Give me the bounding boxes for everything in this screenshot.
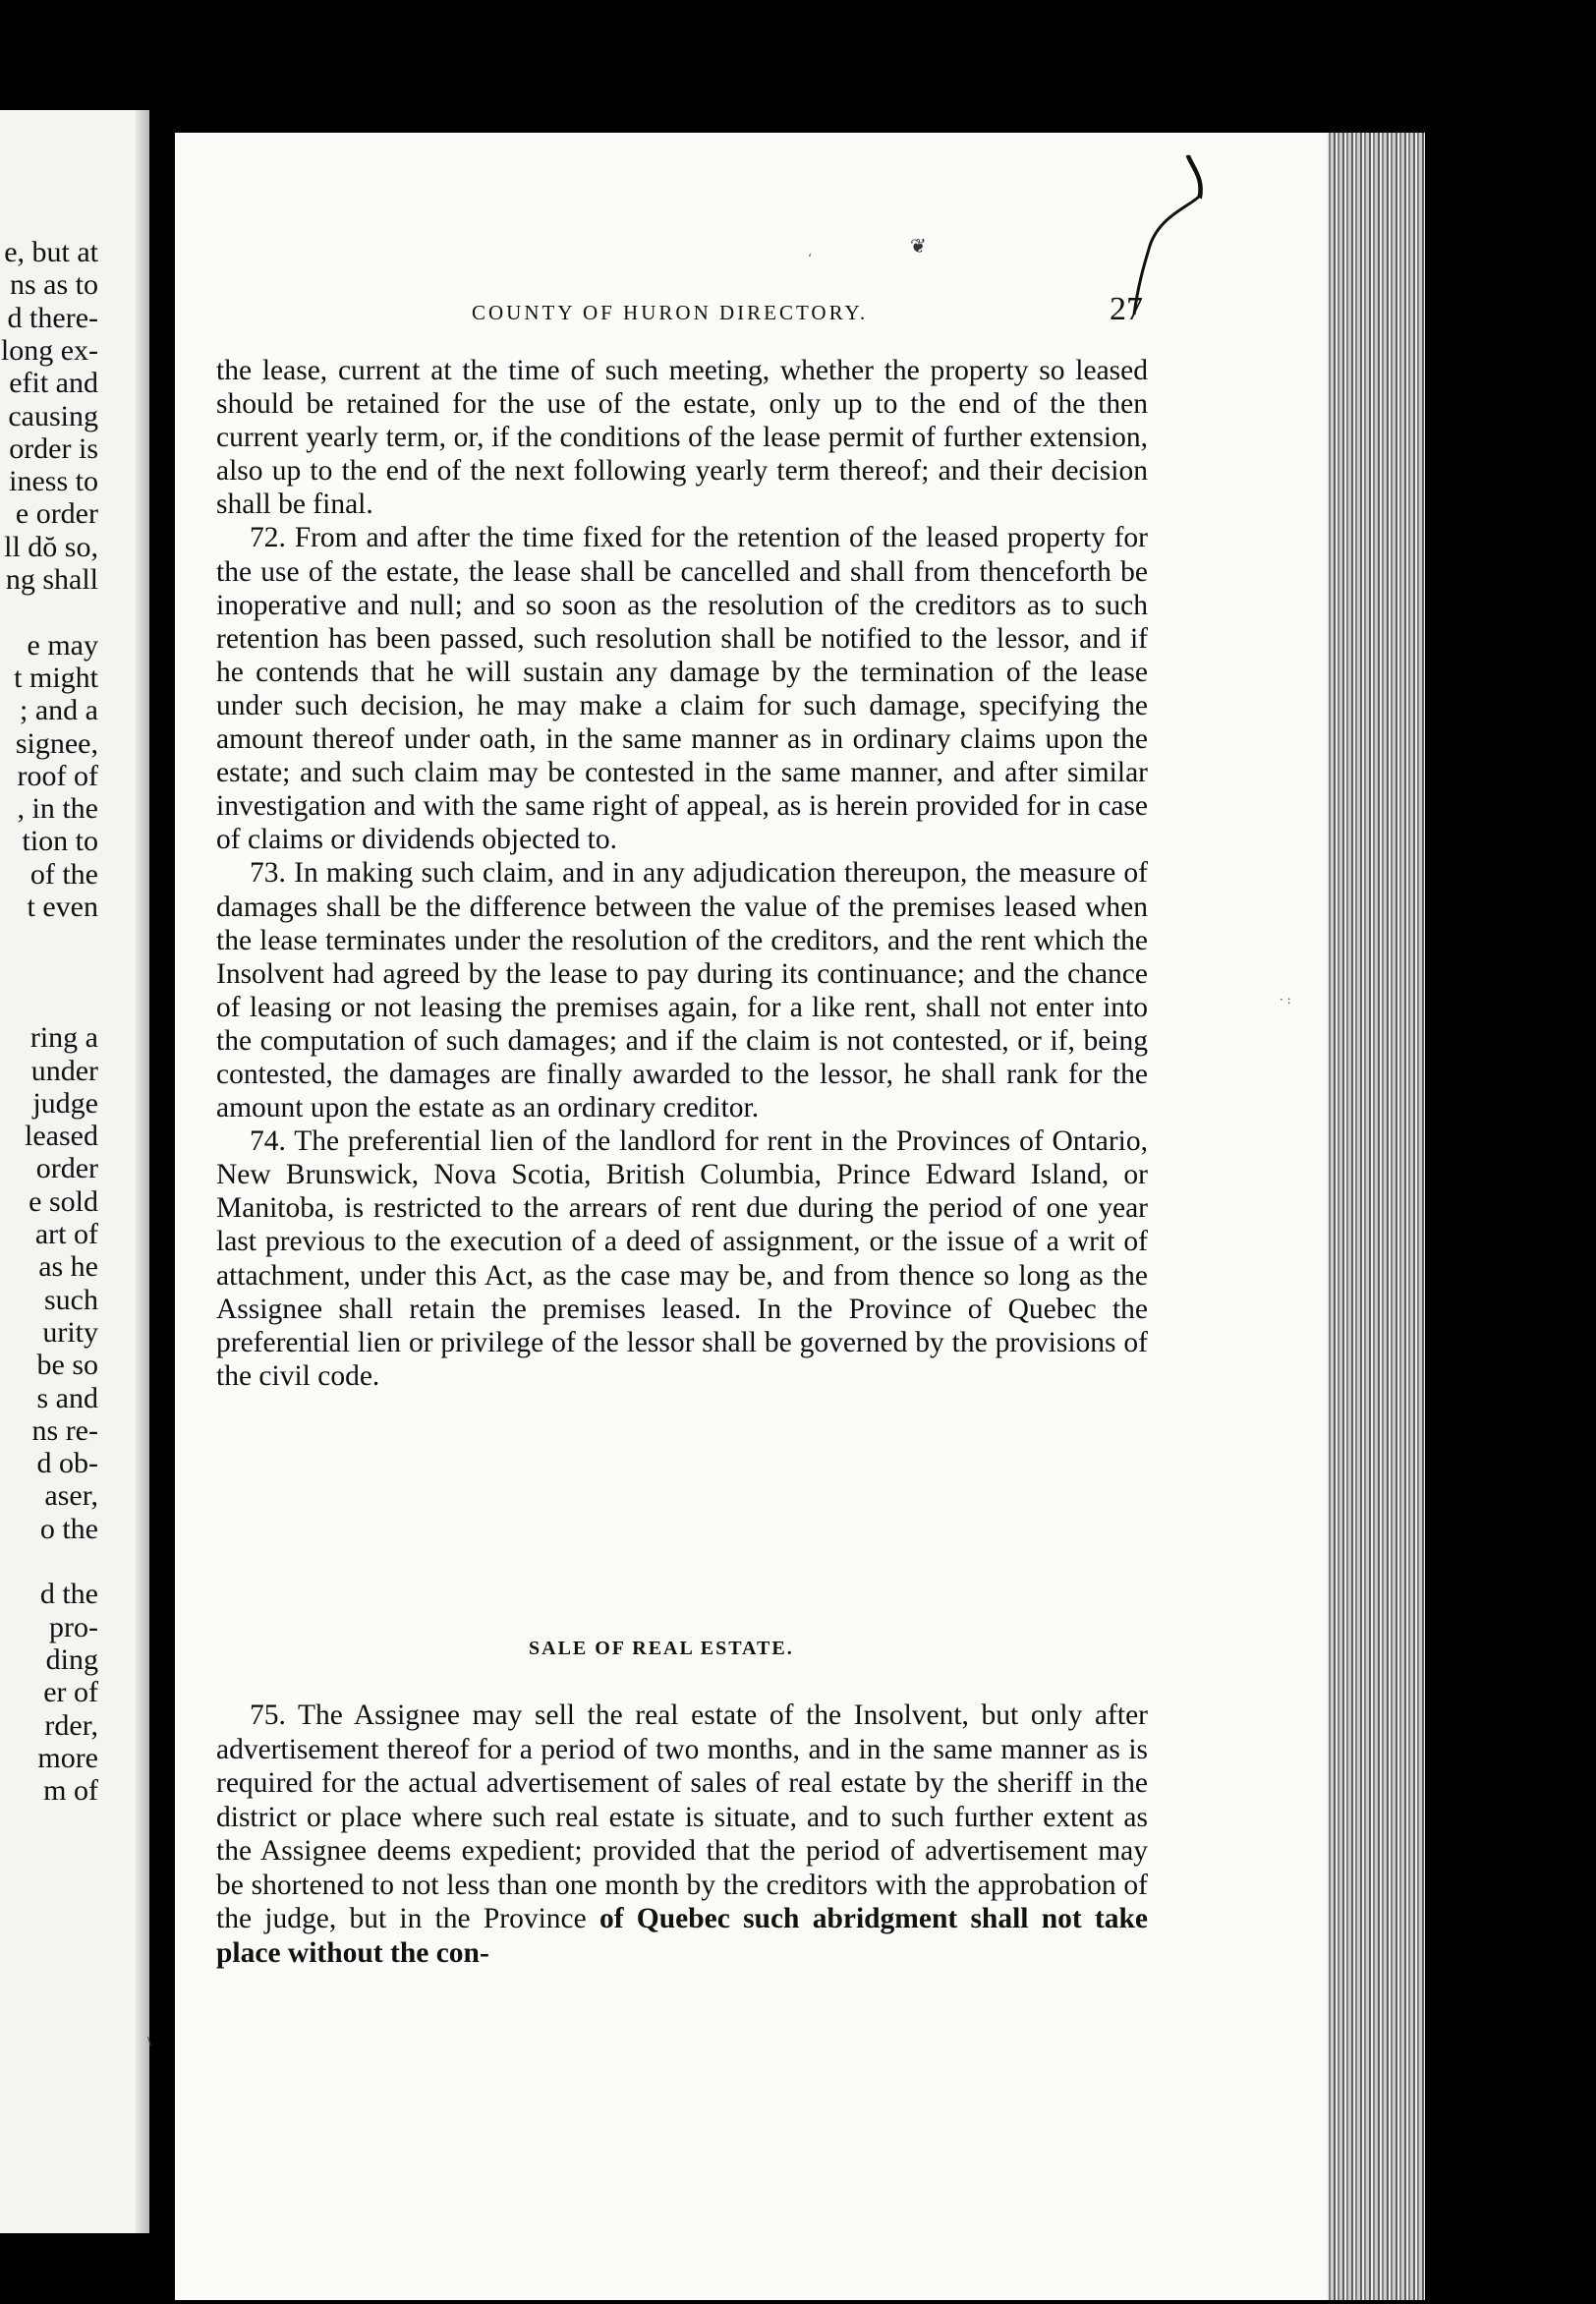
pencil-tick-icon: \ [147,2035,152,2048]
left-page-line: iness to [9,465,98,498]
left-page-line: m of [43,1774,98,1808]
left-page-line: leased [25,1120,98,1153]
running-header: COUNTY OF HURON DIRECTORY. [472,301,869,324]
left-page-line: ng shall [5,563,98,596]
left-page-line: efit and [9,367,98,400]
left-page-line: ding [45,1642,98,1676]
left-page-line: pro- [49,1610,98,1643]
section-text [216,1699,1148,1970]
left-page-line: d there- [7,301,98,334]
left-page-line: ns re- [31,1413,98,1447]
left-page-line: d the [39,1578,98,1611]
left-page-line: ll dŏ so, [4,530,98,563]
ink-mark-icon: ❦ [910,234,927,258]
page-number: 27 [1110,291,1143,327]
left-page-line: art of [34,1218,98,1250]
left-page-line: tion to [22,825,98,858]
left-page-line: ns as to [10,268,98,302]
left-page-line: ; and a [20,694,98,727]
paragraph-75 [216,1699,1148,1970]
left-page-line: o the [39,1512,98,1545]
left-page-line: d ob- [36,1447,98,1480]
left-page-gutter [136,110,152,2233]
left-page-line: urity [42,1315,98,1349]
left-page-line: of the [29,857,98,891]
paragraph-74: 74. The preferential lien of the landlord for rent in the Provinces of Ontario, New Brunswick, Nova Scotia, British Columbia, Prince Edward Island, or Manitoba, is restricted to the arrears of rent due during the period of one year last previous to the execution of a deed of assignment, or the issue of a writ of attachment, under this Act, as the case may be, and from thence so long as the Assignee shall retain the premises leased. In the Province of Quebec the preferential lien or privilege of the lessor shall be governed by the provisions of the civil code. [216,1125,1148,1392]
left-page-line: s and [36,1381,98,1414]
left-page-line: as he [38,1250,98,1284]
left-page-line: aser, [44,1479,98,1513]
left-page-line: e order [15,497,98,531]
left-page-line: causing [8,399,98,432]
section-heading: SALE OF REAL ESTATE. [529,1638,794,1659]
left-page-line: e may [27,628,98,662]
left-page-line: order is [9,432,98,465]
left-page-line: er of [43,1676,98,1709]
left-page-line: order [35,1152,98,1185]
left-page-line: e, but at [4,236,98,268]
left-facing-page [0,110,152,2233]
paragraph-75-last-line: of Quebec such abridgment shall not take place without the con- [216,1903,1149,1969]
left-page-line: more [37,1741,98,1774]
left-page-line: signee, [15,726,98,760]
paragraph-73: 73. In making such claim, and in any adjudication thereupon, the measure of damages shall be the difference between the value of the premises leased when the lease terminates under the resolution of the creditors, and the rent which the Insolvent had agreed by the lease to pay during its continuance; and the chance of leasing or not leasing the premises again, for a like rent, shall not enter into the computation of such damages; and if the claim is not contested, or if, being contested, the damages are finally awarded to the lessor, he shall rank for the amount upon the estate as an ordinary creditor. [216,857,1148,1124]
speck-icon: ʻ [808,252,812,265]
left-page-line: under [30,1054,98,1087]
left-page-line: be so [36,1349,98,1382]
left-page-line: , in the [17,792,98,826]
paragraph-75-text: 75. The Assignee may sell the real estate of the Insolvent, but only after advertisement thereof for a period of two months, and in the same manner as is required for the actual advertisement of sales of real estate by the sheriff in the district or place where such real estate is situate, and to such further extent as the Assignee deems expedient; provided that the period of advertisement may be shortened to not less than one month by the creditors with the approbation of the judge, but in the Province [216,1699,1148,1934]
main-text [216,354,1148,1393]
left-page-line: such [44,1283,98,1316]
left-page-line: t even [27,891,98,923]
left-page-line: e sold [28,1184,98,1218]
paragraph-72: 72. From and after the time fixed for the retention of the leased property for the use of the estate, the lease shall be cancelled and shall from thenceforth be inoperative and null; and so soon as the resolution of the creditors as to such retention has been passed, such resolution shall be notified to the lessor, and if he contends that he will sustain any damage by the termination of the lease under such decision, he may make a claim for such damage, specifying the amount thereof under oath, in the same manner as in ordinary claims upon the estate; and such claim may be contested in the same manner, and after similar investigation and with the same right of appeal, as is herein provided for in case of claims or dividends objected to. [216,522,1148,856]
left-page-line: rder, [44,1708,98,1742]
left-page-line: roof of [17,759,98,792]
left-page-line: t might [14,661,98,694]
speck-icon: · : [1280,993,1291,1007]
page-edges [1327,133,1425,2300]
book-spine [149,110,175,2302]
left-page-line: long ex- [0,333,98,367]
left-page-line: judge [32,1086,98,1120]
paragraph-continued: the lease, current at the time of such meeting, whether the property so leased should be retained for the use of the estate, only up to the end of the then current yearly term, or, if the conditions of the lease permit of further extension, also up to the end of the next following yearly term thereof; and their decision shall be final. [216,355,1148,521]
left-page-line: ring a [29,1021,98,1055]
